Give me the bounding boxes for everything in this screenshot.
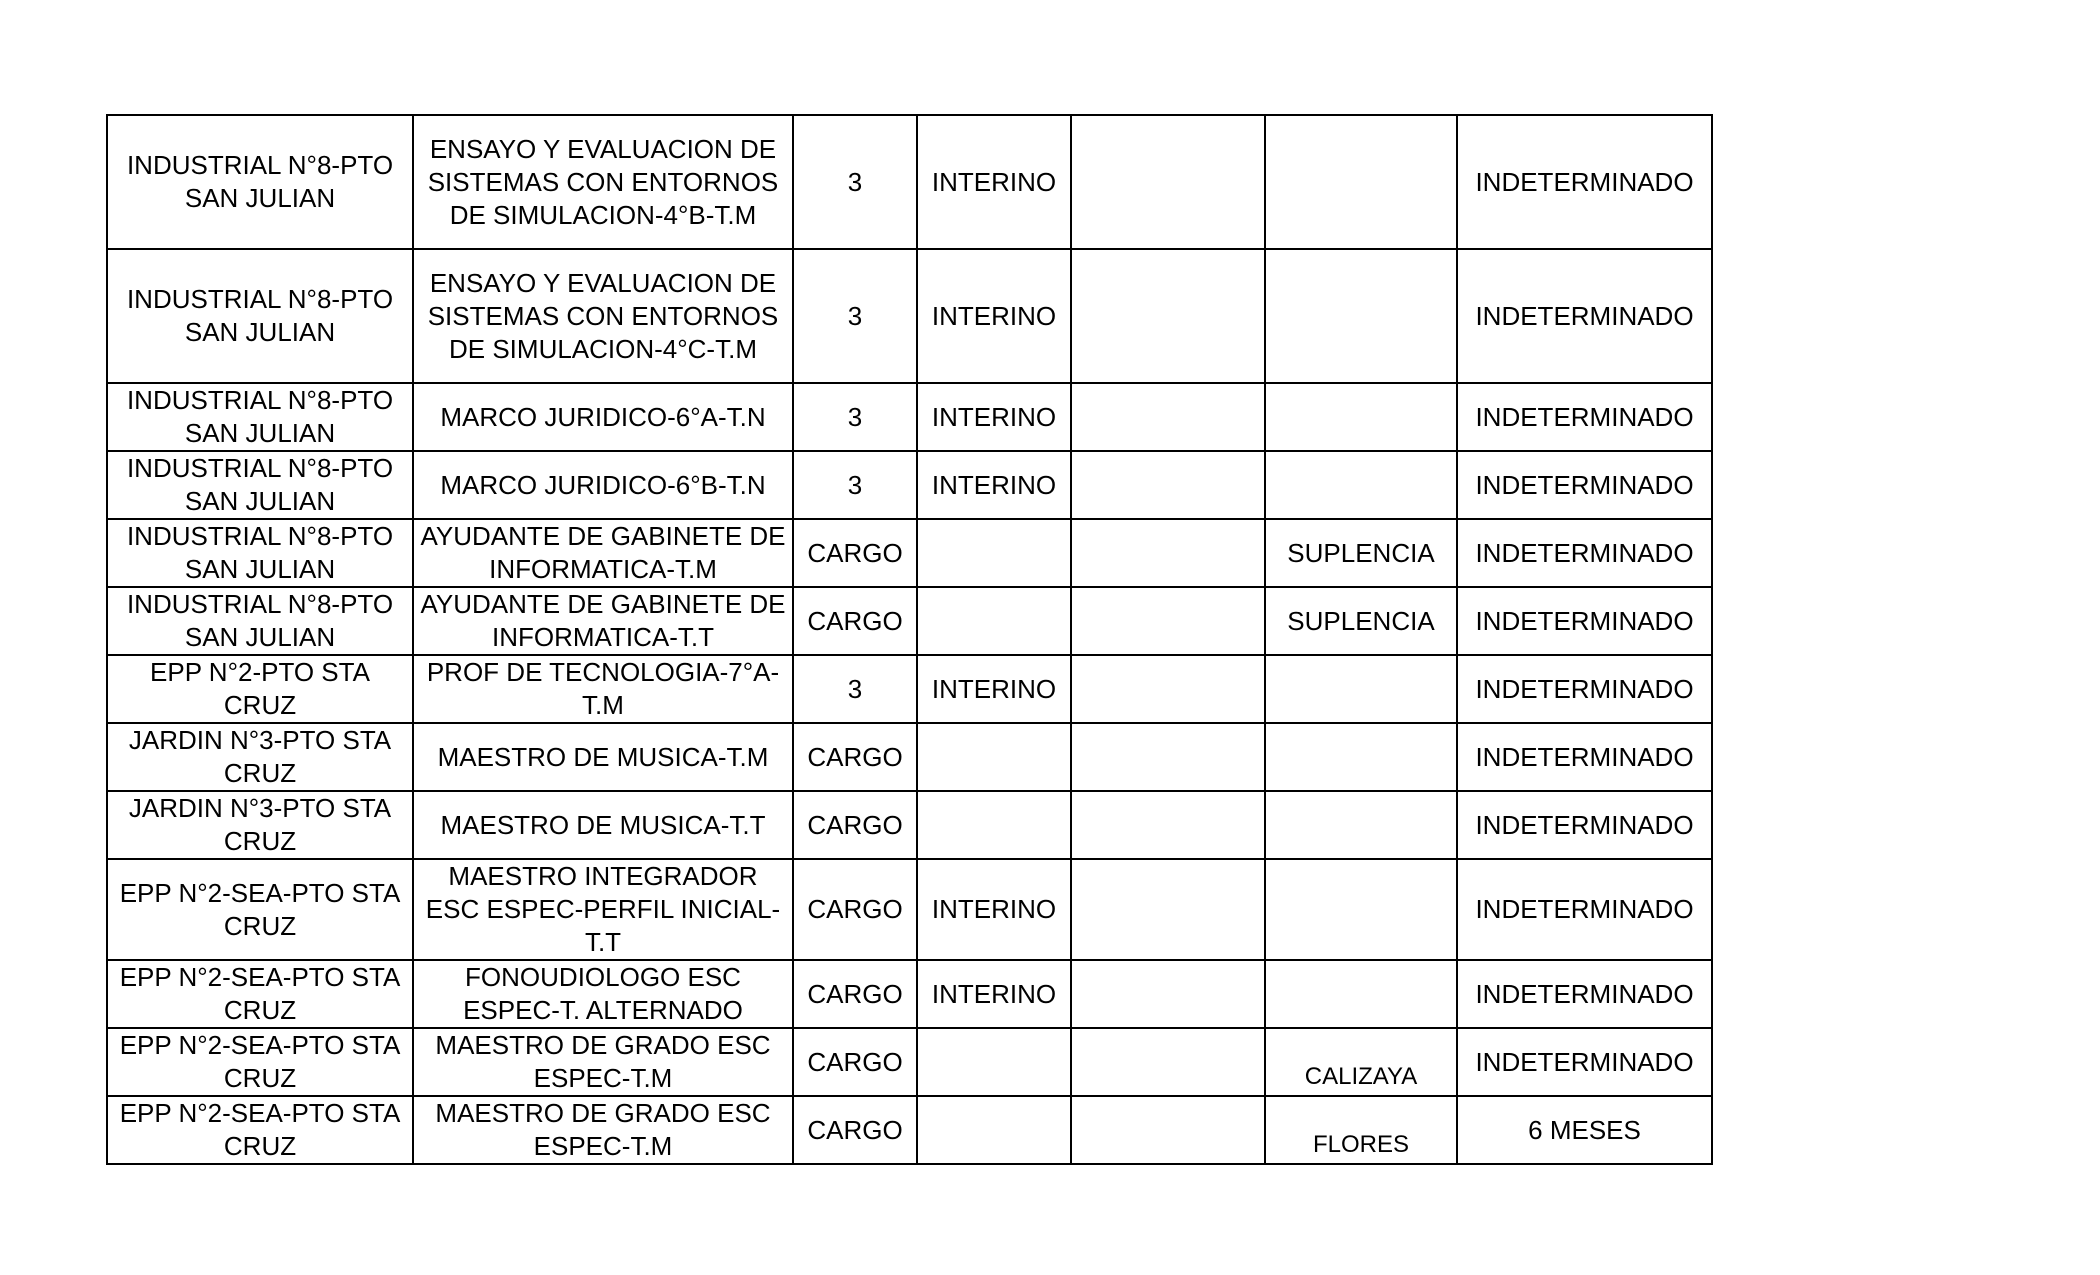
hours-cell: 3 [793,249,917,383]
table-row [107,960,1712,1028]
empty-cell [1071,859,1265,960]
hours-cell: 3 [793,115,917,249]
school-cell: INDUSTRIAL N°8-PTO SAN JULIAN [107,451,413,519]
hours-cell: CARGO [793,960,917,1028]
reason-cell [1265,960,1457,1028]
table-row [107,587,1712,655]
table-row [107,655,1712,723]
school-cell: INDUSTRIAL N°8-PTO SAN JULIAN [107,519,413,587]
table-row [107,451,1712,519]
duration-cell: INDETERMINADO [1457,723,1712,791]
duration-cell: 6 MESES [1457,1096,1712,1164]
school-cell: EPP N°2-SEA-PTO STA CRUZ [107,859,413,960]
table-row [107,791,1712,859]
status-cell: INTERINO [917,960,1071,1028]
duration-cell: INDETERMINADO [1457,587,1712,655]
school-cell: EPP N°2-SEA-PTO STA CRUZ [107,1028,413,1096]
reason-cell [1265,859,1457,960]
status-cell: INTERINO [917,383,1071,451]
hours-cell: 3 [793,451,917,519]
status-cell: INTERINO [917,859,1071,960]
duration-cell: INDETERMINADO [1457,249,1712,383]
school-cell: INDUSTRIAL N°8-PTO SAN JULIAN [107,249,413,383]
status-cell [917,1028,1071,1096]
school-cell: EPP N°2-SEA-PTO STA CRUZ [107,1096,413,1164]
duration-cell: INDETERMINADO [1457,859,1712,960]
duration-cell: INDETERMINADO [1457,383,1712,451]
reason-cell: CALIZAYA [1265,1028,1457,1096]
empty-cell [1071,519,1265,587]
table-row [107,115,1712,249]
duration-cell: INDETERMINADO [1457,115,1712,249]
hours-cell: 3 [793,383,917,451]
duration-cell: INDETERMINADO [1457,519,1712,587]
position-cell: MAESTRO DE MUSICA-T.M [413,723,793,791]
table-row [107,859,1712,960]
duration-cell: INDETERMINADO [1457,960,1712,1028]
position-cell: MARCO JURIDICO-6°A-T.N [413,383,793,451]
position-cell: AYUDANTE DE GABINETE DE INFORMATICA-T.M [413,519,793,587]
reason-cell [1265,655,1457,723]
table-row [107,1096,1712,1164]
status-cell [917,519,1071,587]
empty-cell [1071,723,1265,791]
position-cell: MAESTRO DE MUSICA-T.T [413,791,793,859]
empty-cell [1071,383,1265,451]
position-cell: MAESTRO DE GRADO ESC ESPEC-T.M [413,1096,793,1164]
duration-cell: INDETERMINADO [1457,1028,1712,1096]
table-row [107,723,1712,791]
position-cell: MAESTRO DE GRADO ESC ESPEC-T.M [413,1028,793,1096]
table-row [107,249,1712,383]
reason-cell: FLORES [1265,1096,1457,1164]
status-cell [917,723,1071,791]
hours-cell: CARGO [793,519,917,587]
status-cell: INTERINO [917,451,1071,519]
status-cell [917,1096,1071,1164]
school-cell: EPP N°2-SEA-PTO STA CRUZ [107,960,413,1028]
reason-cell: SUPLENCIA [1265,587,1457,655]
empty-cell [1071,587,1265,655]
empty-cell [1071,451,1265,519]
empty-cell [1071,960,1265,1028]
empty-cell [1071,655,1265,723]
hours-cell: CARGO [793,859,917,960]
position-cell: MARCO JURIDICO-6°B-T.N [413,451,793,519]
duration-cell: INDETERMINADO [1457,791,1712,859]
hours-cell: 3 [793,655,917,723]
status-cell: INTERINO [917,115,1071,249]
reason-cell: SUPLENCIA [1265,519,1457,587]
position-cell: PROF DE TECNOLOGIA-7°A-T.M [413,655,793,723]
empty-cell [1071,1028,1265,1096]
table-row [107,383,1712,451]
empty-cell [1071,115,1265,249]
position-cell: ENSAYO Y EVALUACION DE SISTEMAS CON ENTORNOS DE SIMULACION-4°C-T.M [413,249,793,383]
table-row [107,519,1712,587]
reason-cell [1265,723,1457,791]
hours-cell: CARGO [793,1096,917,1164]
reason-cell [1265,451,1457,519]
table-row [107,1028,1712,1096]
empty-cell [1071,1096,1265,1164]
status-cell: INTERINO [917,655,1071,723]
status-cell: INTERINO [917,249,1071,383]
reason-cell [1265,383,1457,451]
vacancy-table [106,114,1713,1165]
school-cell: INDUSTRIAL N°8-PTO SAN JULIAN [107,115,413,249]
position-cell: MAESTRO INTEGRADOR ESC ESPEC-PERFIL INICIAL-T.T [413,859,793,960]
school-cell: JARDIN N°3-PTO STA CRUZ [107,791,413,859]
status-cell [917,791,1071,859]
position-cell: ENSAYO Y EVALUACION DE SISTEMAS CON ENTORNOS DE SIMULACION-4°B-T.M [413,115,793,249]
duration-cell: INDETERMINADO [1457,451,1712,519]
empty-cell [1071,249,1265,383]
position-cell: AYUDANTE DE GABINETE DE INFORMATICA-T.T [413,587,793,655]
position-cell: FONOUDIOLOGO ESC ESPEC-T. ALTERNADO [413,960,793,1028]
duration-cell: INDETERMINADO [1457,655,1712,723]
reason-cell [1265,791,1457,859]
reason-cell [1265,115,1457,249]
hours-cell: CARGO [793,587,917,655]
school-cell: EPP N°2-PTO STA CRUZ [107,655,413,723]
hours-cell: CARGO [793,1028,917,1096]
reason-cell [1265,249,1457,383]
school-cell: JARDIN N°3-PTO STA CRUZ [107,723,413,791]
school-cell: INDUSTRIAL N°8-PTO SAN JULIAN [107,587,413,655]
school-cell: INDUSTRIAL N°8-PTO SAN JULIAN [107,383,413,451]
hours-cell: CARGO [793,791,917,859]
empty-cell [1071,791,1265,859]
hours-cell: CARGO [793,723,917,791]
status-cell [917,587,1071,655]
